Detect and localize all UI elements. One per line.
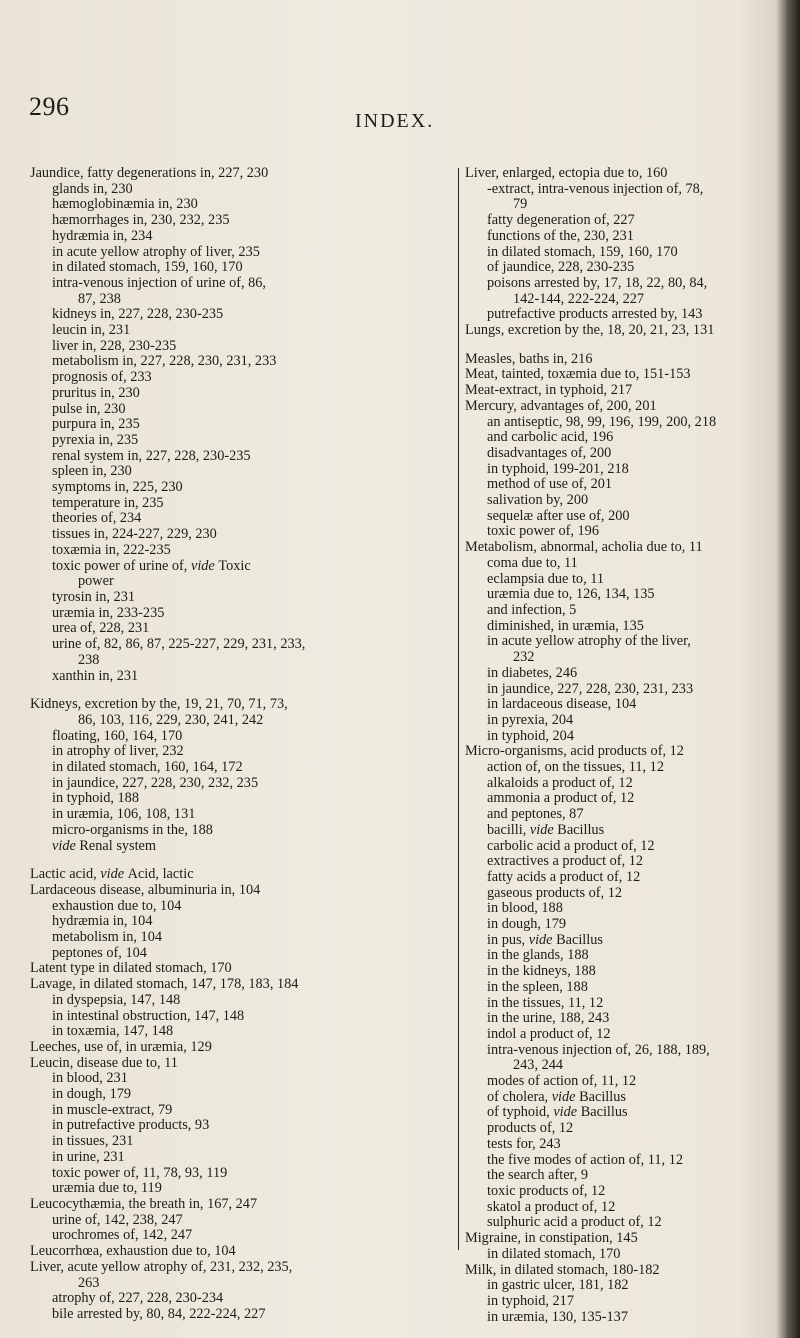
index-entry: hæmoglobinæmia in, 230 xyxy=(52,196,198,213)
index-entry: peptones of, 104 xyxy=(52,944,147,961)
index-entry: Meat-extract, in typhoid, 217 xyxy=(465,382,633,399)
index-entry: an antiseptic, 98, 99, 196, 199, 200, 218 xyxy=(487,413,717,430)
index-entry: in lardaceous disease, 104 xyxy=(487,696,637,713)
index-entry: uræmia in, 233-235 xyxy=(52,604,165,621)
index-entry: in diabetes, 246 xyxy=(487,664,578,681)
index-entry: urochromes of, 142, 247 xyxy=(52,1227,193,1244)
index-column-left xyxy=(30,166,460,1323)
index-entry: in acute yellow atrophy of the liver, xyxy=(487,633,691,650)
index-entry: ammonia a product of, 12 xyxy=(487,790,635,807)
index-entry: in pus, vide Bacillus xyxy=(487,931,603,948)
index-entry: Migraine, in constipation, 145 xyxy=(465,1230,638,1247)
index-entry: 79 xyxy=(513,196,528,213)
index-entry: in putrefactive products, 93 xyxy=(52,1117,210,1134)
index-entry: Leeches, use of, in uræmia, 129 xyxy=(30,1038,212,1055)
index-entry: purpura in, 235 xyxy=(52,416,140,433)
index-entry: vide Renal system xyxy=(52,837,157,854)
index-entry: the five modes of action of, 11, 12 xyxy=(487,1151,684,1168)
index-entry: Liver, acute yellow atrophy of, 231, 232, 235, xyxy=(30,1258,293,1275)
index-entry: leucin in, 231 xyxy=(52,322,131,339)
vide-italic: vide xyxy=(528,931,557,948)
index-entry: gaseous products of, 12 xyxy=(487,884,623,901)
index-entry: in pyrexia, 204 xyxy=(487,711,574,728)
index-entry: Meat, tainted, toxæmia due to, 151-153 xyxy=(465,366,691,383)
index-entry: bacilli, vide Bacillus xyxy=(487,821,605,838)
index-entry: functions of the, 230, 231 xyxy=(487,227,634,244)
index-entry: and carbolic acid, 196 xyxy=(487,429,614,446)
index-entry: glands in, 230 xyxy=(52,180,133,197)
index-entry: sulphuric acid a product of, 12 xyxy=(487,1214,662,1231)
index-entry: exhaustion due to, 104 xyxy=(52,897,182,914)
index-entry: in uræmia, 130, 135-137 xyxy=(487,1308,628,1325)
index-entry: tyrosin in, 231 xyxy=(52,588,136,605)
index-entry: modes of action of, 11, 12 xyxy=(487,1073,637,1090)
index-entry: in the glands, 188 xyxy=(487,947,589,964)
index-entry: in tissues, 231 xyxy=(52,1133,134,1150)
vide-italic: vide xyxy=(100,866,128,883)
index-entry: metabolism in, 227, 228, 230, 231, 233 xyxy=(52,353,277,370)
index-entry: urea of, 228, 231 xyxy=(52,620,150,637)
index-entry: urine of, 142, 238, 247 xyxy=(52,1211,183,1228)
index-entry: of jaundice, 228, 230-235 xyxy=(487,259,635,276)
index-entry: Lardaceous disease, albuminuria in, 104 xyxy=(30,881,261,898)
index-entry: coma due to, 11 xyxy=(487,554,578,571)
running-head: INDEX. xyxy=(355,110,435,132)
index-entry: 232 xyxy=(513,649,535,666)
index-entry: Measles, baths in, 216 xyxy=(465,350,593,367)
index-entry: action of, on the tissues, 11, 12 xyxy=(487,759,664,776)
index-entry: skatol a product of, 12 xyxy=(487,1198,616,1215)
index-entry: in jaundice, 227, 228, 230, 232, 235 xyxy=(52,774,259,791)
index-entry: Liver, enlarged, ectopia due to, 160 xyxy=(465,165,668,181)
index-entry: tests for, 243 xyxy=(487,1135,561,1152)
index-entry: fatty degeneration of, 227 xyxy=(487,212,635,229)
index-entry: hydræmia in, 234 xyxy=(52,227,153,244)
index-entry: uræmia due to, 119 xyxy=(52,1180,162,1197)
vide-italic: vide xyxy=(551,1088,580,1105)
vide-italic: vide xyxy=(190,557,219,574)
index-entry: liver in, 228, 230-235 xyxy=(52,337,177,354)
index-entry: symptoms in, 225, 230 xyxy=(52,479,183,496)
index-entry: and infection, 5 xyxy=(487,601,577,618)
index-entry: in dough, 179 xyxy=(487,916,567,933)
index-entry: in dyspepsia, 147, 148 xyxy=(52,991,181,1008)
vide-italic: vide xyxy=(553,1104,581,1121)
index-entry: in dilated stomach, 170 xyxy=(487,1245,621,1262)
index-entry: Leucin, disease due to, 11 xyxy=(30,1054,178,1071)
index-entry: in muscle-extract, 79 xyxy=(52,1101,173,1118)
index-entry: toxic products of, 12 xyxy=(487,1183,606,1199)
index-entry: in typhoid, 204 xyxy=(487,727,574,744)
index-entry: in gastric ulcer, 181, 182 xyxy=(487,1277,629,1294)
index-entry: Lavage, in dilated stomach, 147, 178, 183, 184 xyxy=(30,976,299,993)
index-entry: in dilated stomach, 159, 160, 170 xyxy=(52,259,243,276)
index-entry: metabolism in, 104 xyxy=(52,929,162,946)
index-entry: in urine, 231 xyxy=(52,1148,125,1165)
index-entry: kidneys in, 227, 228, 230-235 xyxy=(52,306,224,323)
index-entry: putrefactive products arrested by, 143 xyxy=(487,306,703,323)
index-entry: in intestinal obstruction, 147, 148 xyxy=(52,1007,245,1024)
index-entry: in uræmia, 106, 108, 131 xyxy=(52,806,196,823)
index-entry: in the kidneys, 188 xyxy=(487,963,596,980)
index-entry: poisons arrested by, 17, 18, 22, 80, 84, xyxy=(487,274,708,291)
index-entry: intra-venous injection of, 26, 188, 189, xyxy=(487,1041,710,1058)
index-entry: Mercury, advantages of, 200, 201 xyxy=(465,397,657,414)
index-entry: sequelæ after use of, 200 xyxy=(487,507,630,524)
index-entry: in dough, 179 xyxy=(52,1086,132,1103)
index-entry: in acute yellow atrophy of liver, 235 xyxy=(52,243,260,260)
index-entry: urine of, 82, 86, 87, 225-227, 229, 231, 233, xyxy=(52,636,306,653)
index-entry: 142-144, 222-224, 227 xyxy=(513,290,645,307)
index-entry: in the spleen, 188 xyxy=(487,978,588,995)
index-entry: in typhoid, 217 xyxy=(487,1292,574,1309)
index-entry: eclampsia due to, 11 xyxy=(487,570,604,587)
index-entry: Kidneys, excretion by the, 19, 21, 70, 71, 73, xyxy=(30,696,288,713)
index-entry: and peptones, 87 xyxy=(487,806,584,823)
index-entry: in dilated stomach, 160, 164, 172 xyxy=(52,759,243,776)
index-entry: Latent type in dilated stomach, 170 xyxy=(30,960,232,977)
index-entry: in blood, 231 xyxy=(52,1070,128,1087)
index-entry: bile arrested by, 80, 84, 222-224, 227 xyxy=(52,1305,266,1322)
index-entry: in typhoid, 199-201, 218 xyxy=(487,460,629,477)
index-entry: hæmorrhages in, 230, 232, 235 xyxy=(52,212,230,229)
index-entry: 238 xyxy=(78,651,100,668)
index-entry: spleen in, 230 xyxy=(52,463,132,480)
index-entry: in dilated stomach, 159, 160, 170 xyxy=(487,243,678,260)
index-entry: intra-venous injection of urine of, 86, xyxy=(52,274,266,291)
index-entry: in toxæmia, 147, 148 xyxy=(52,1023,174,1040)
index-entry: in atrophy of liver, 232 xyxy=(52,743,184,760)
index-entry: pruritus in, 230 xyxy=(52,384,140,401)
index-entry: floating, 160, 164, 170 xyxy=(52,727,183,744)
index-entry: in blood, 188 xyxy=(487,900,563,917)
index-entry: Jaundice, fatty degenerations in, 227, 230 xyxy=(30,165,269,181)
index-entry: atrophy of, 227, 228, 230-234 xyxy=(52,1290,224,1307)
index-entry: in the urine, 188, 243 xyxy=(487,1010,610,1027)
index-entry: theories of, 234 xyxy=(52,510,142,527)
index-entry: pyrexia in, 235 xyxy=(52,431,139,448)
index-entry: power xyxy=(78,573,114,590)
page-number: 296 xyxy=(29,92,70,121)
index-entry: Lactic acid, vide Acid, lactic xyxy=(30,866,194,883)
index-entry: uræmia due to, 126, 134, 135 xyxy=(487,586,655,603)
index-entry: of typhoid, vide Bacillus xyxy=(487,1104,628,1121)
index-entry: 87, 238 xyxy=(78,290,121,307)
index-entry: -extract, intra-venous injection of, 78, xyxy=(487,180,704,197)
index-entry: 243, 244 xyxy=(513,1057,564,1074)
index-entry: in typhoid, 188 xyxy=(52,790,139,807)
index-entry: method of use of, 201 xyxy=(487,476,613,493)
index-entry: in the tissues, 11, 12 xyxy=(487,994,604,1011)
index-entry: micro-organisms in the, 188 xyxy=(52,821,213,838)
index-entry: fatty acids a product of, 12 xyxy=(487,868,641,885)
index-entry: toxic power of urine of, vide Toxic xyxy=(52,557,251,574)
index-entry: the search after, 9 xyxy=(487,1167,589,1184)
index-entry: products of, 12 xyxy=(487,1120,574,1137)
index-entry: tissues in, 224-227, 229, 230 xyxy=(52,526,217,543)
index-entry: salivation by, 200 xyxy=(487,492,589,509)
index-entry: disadvantages of, 200 xyxy=(487,444,612,461)
index-entry: prognosis of, 233 xyxy=(52,369,152,386)
vide-italic: vide xyxy=(529,821,558,838)
index-entry: carbolic acid a product of, 12 xyxy=(487,837,655,854)
index-column-right xyxy=(465,166,785,1325)
index-entry: 263 xyxy=(78,1274,100,1291)
index-entry: extractives a product of, 12 xyxy=(487,853,644,870)
index-entry: Milk, in dilated stomach, 180-182 xyxy=(465,1261,660,1278)
index-entry: pulse in, 230 xyxy=(52,400,126,417)
index-entry: indol a product of, 12 xyxy=(487,1025,611,1042)
page-edge-shadow xyxy=(786,0,800,1338)
index-entry: Leucocythæmia, the breath in, 167, 247 xyxy=(30,1196,258,1212)
index-entry: hydræmia in, 104 xyxy=(52,913,153,930)
index-entry: temperature in, 235 xyxy=(52,494,164,511)
index-entry: toxic power of, 11, 78, 93, 119 xyxy=(52,1164,228,1181)
index-entry: xanthin in, 231 xyxy=(52,667,139,684)
index-entry: Lungs, excretion by the, 18, 20, 21, 23, 131 xyxy=(465,322,715,339)
index-entry: Leucorrhœa, exhaustion due to, 104 xyxy=(30,1243,236,1260)
index-entry: diminished, in uræmia, 135 xyxy=(487,617,644,634)
index-entry: alkaloids a product of, 12 xyxy=(487,774,633,791)
vide-italic: vide xyxy=(52,837,80,854)
index-entry: renal system in, 227, 228, 230-235 xyxy=(52,447,251,464)
index-entry: Metabolism, abnormal, acholia due to, 11 xyxy=(465,539,703,556)
index-entry: toxæmia in, 222-235 xyxy=(52,541,171,558)
index-entry: of cholera, vide Bacillus xyxy=(487,1088,626,1105)
index-entry: Micro-organisms, acid products of, 12 xyxy=(465,743,684,760)
column-divider xyxy=(458,168,459,1250)
index-entry: in jaundice, 227, 228, 230, 231, 233 xyxy=(487,680,694,697)
index-entry: 86, 103, 116, 229, 230, 241, 242 xyxy=(78,711,264,728)
index-entry: toxic power of, 196 xyxy=(487,523,599,540)
